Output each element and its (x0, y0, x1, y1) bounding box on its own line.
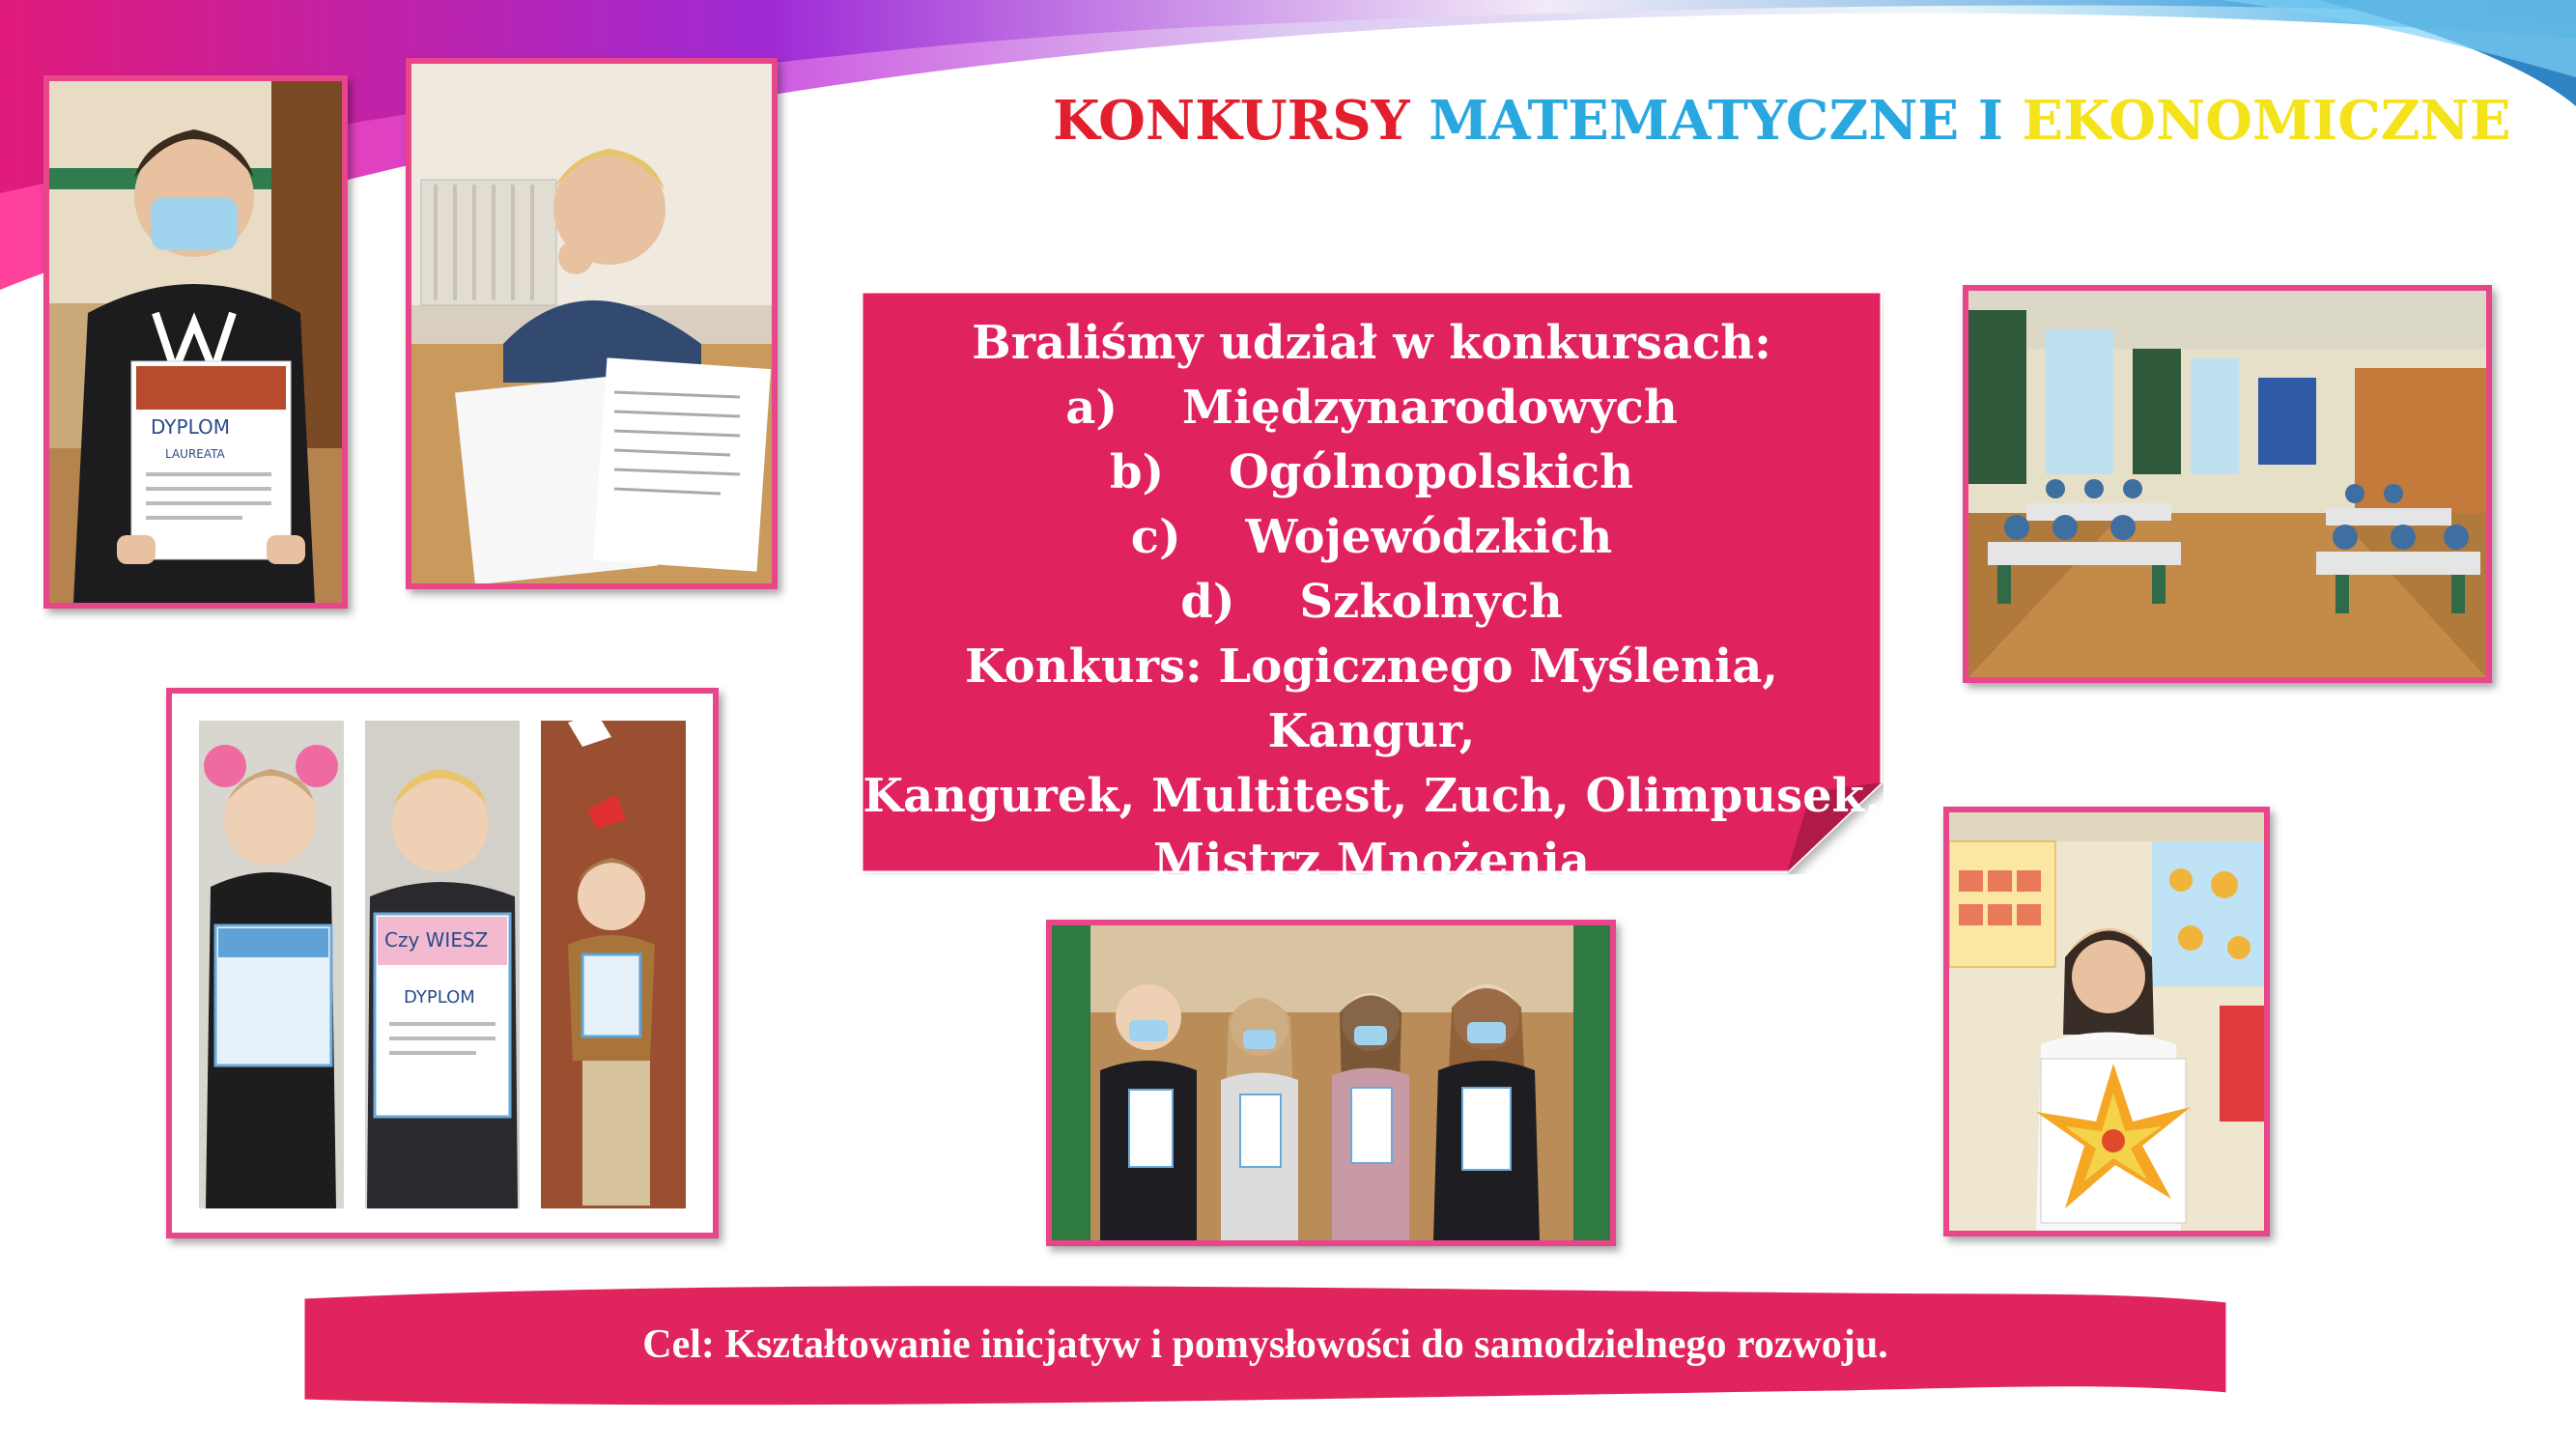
photo-classroom-image (1968, 291, 2486, 677)
info-contests-line2: Kangurek, Multitest, Zuch, Olimpusek, (863, 769, 1881, 823)
photo-classroom (1963, 285, 2492, 683)
info-item-b (860, 440, 1883, 505)
info-item-d-label: Szkolnych (1299, 575, 1563, 629)
info-item-b-label: Ogólnopolskich (1229, 445, 1634, 499)
info-item-a (860, 376, 1883, 440)
photo-three-kids-collage (166, 688, 719, 1238)
photo-boy-writing (406, 58, 778, 589)
diploma-trio-title-text: DYPLOM (404, 987, 475, 1008)
decorative-swoosh (0, 0, 2576, 328)
photo-three-kids-collage-image (172, 694, 713, 1233)
info-box-text (860, 311, 1883, 894)
photo-four-girls (1046, 920, 1616, 1246)
title-word-konkursy: KONKURSY (1053, 89, 1410, 153)
info-item-c (860, 505, 1883, 570)
diploma-czy-wiesz-text: Czy WIESZ (384, 928, 489, 952)
title-word-ekonomiczne: EKONOMICZNE (2022, 89, 2511, 153)
info-item-d-marker: d) (1180, 575, 1235, 629)
goal-banner (299, 1280, 2231, 1410)
photo-boy-with-diploma-image (49, 81, 342, 603)
info-contests-line3: Mistrz Mnożenia (1153, 834, 1590, 888)
info-box (860, 290, 1883, 888)
info-item-c-label: Wojewódzkich (1245, 510, 1613, 564)
goal-text: Cel: Kształtowanie inicjatyw i pomysłowości do samodzielnego rozwoju. (642, 1322, 1888, 1367)
photo-boy-writing-image (411, 64, 772, 583)
photo-four-girls-image (1052, 925, 1610, 1240)
title-word-i: I (1977, 89, 2003, 153)
photo-girl-with-flower-image (1949, 812, 2264, 1231)
info-item-d (860, 570, 1883, 635)
info-heading: Braliśmy udział w konkursach: (972, 316, 1771, 370)
photo-boy-with-diploma (43, 75, 348, 609)
info-contests-line1: Konkurs: Logicznego Myślenia, Kangur, (964, 639, 1778, 758)
info-item-c-marker: c) (1130, 510, 1181, 564)
diploma-title-text: DYPLOM (151, 415, 231, 439)
info-item-a-marker: a) (1065, 381, 1118, 435)
slide-title (1053, 89, 2511, 153)
info-item-a-label: Międzynarodowych (1181, 381, 1678, 435)
diploma-subtitle-text: LAUREATA (165, 447, 225, 461)
photo-girl-with-flower (1943, 807, 2270, 1236)
info-item-b-marker: b) (1109, 445, 1165, 499)
title-word-matematyczne: MATEMATYCZNE (1429, 89, 1960, 153)
